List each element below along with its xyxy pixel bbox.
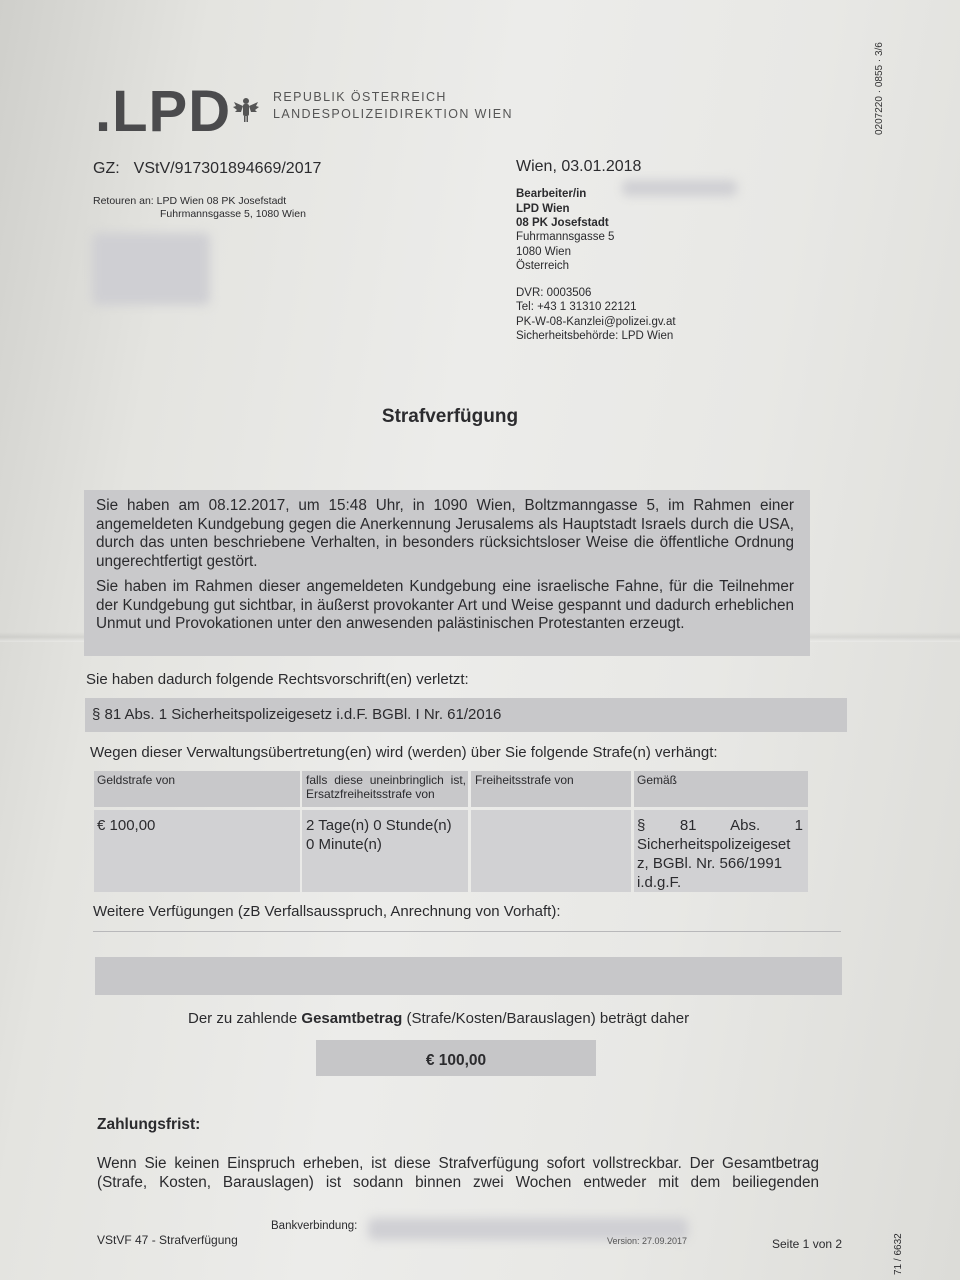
basis-line-4: i.d.g.F. bbox=[637, 874, 682, 891]
sender-email: PK-W-08-Kanzlei@polizei.gv.at bbox=[516, 316, 676, 328]
letter-date: Wien, 03.01.2018 bbox=[516, 158, 642, 175]
facts-paragraph-1: Sie haben am 08.12.2017, um 15:48 Uhr, in 1090 Wien, Boltzmanngasse 5, im Rahmen einer angemeldeten Kundgebung gegen die Anerkennung Jerusalems als Hauptstadt Israels durch die USA, durch das unten beschriebene Verhalten, in besonders rücksichtsloser Weise die öffentliche Ordnung ungerechtfertigt gestört. bbox=[96, 497, 794, 570]
sender-org: LPD Wien bbox=[516, 203, 570, 215]
basis-line-3: z, BGBl. Nr. 566/1991 bbox=[637, 855, 783, 872]
facts-paragraph-2: Sie haben im Rahmen dieser angemeldeten Kundgebung eine israelische Fahne, für die Teilnehmer der Kundgebung gut sichtbar, in äußerst provokanter Art und Weise gespannt und dadurch erheblichen Unmut und Provokationen unter den anwesenden palästinischen Protestanten erzeugt. bbox=[96, 578, 794, 632]
header-substitute: falls diese uneinbringlich ist, Ersatzfreiheitsstrafe von bbox=[306, 773, 466, 801]
violation-label: Sie haben dadurch folgende Rechtsvorschrift(en) verletzt: bbox=[86, 671, 469, 688]
basis-line-1: § 81 Abs. 1 bbox=[637, 817, 803, 834]
sender-tel: Tel: +43 1 31310 22121 bbox=[516, 301, 637, 313]
total-prefix: Der zu zahlende bbox=[188, 1010, 302, 1027]
further-orders-box bbox=[95, 957, 842, 995]
sender-dvr: DVR: 0003506 bbox=[516, 287, 592, 299]
total-sentence bbox=[188, 1010, 689, 1027]
lpd-logo: .LPD bbox=[95, 79, 232, 144]
substitute-line-2: 0 Minute(n) bbox=[306, 836, 382, 853]
further-orders-label: Weitere Verfügungen (zB Verfallsausspruch, Anrechnung von Vorhaft): bbox=[93, 903, 561, 920]
payment-deadline-label: Zahlungsfrist: bbox=[97, 1116, 201, 1133]
sender-authority: Sicherheitsbehörde: LPD Wien bbox=[516, 330, 674, 342]
document-title: Strafverfügung bbox=[381, 406, 519, 427]
gz-label: GZ: bbox=[93, 160, 120, 177]
form-id: VStVF 47 - Strafverfügung bbox=[97, 1233, 238, 1247]
bank-label: Bankverbindung: bbox=[271, 1220, 358, 1232]
payment-text-line-1: Wenn Sie keinen Einspruch erheben, ist diese Strafverfügung sofort vollstreckbar. Der Gesamtbetrag bbox=[97, 1155, 819, 1172]
bearbeiter-label: Bearbeiter/in bbox=[516, 188, 587, 200]
fine-amount: € 100,00 bbox=[97, 817, 156, 834]
violated-law: § 81 Abs. 1 Sicherheitspolizeigesetz i.d.F. BGBl. I Nr. 61/2016 bbox=[92, 706, 502, 723]
total-suffix: (Strafe/Kosten/Barauslagen) beträgt daher bbox=[402, 1010, 690, 1027]
table-cell bbox=[471, 810, 631, 892]
header-basis: Gemäß bbox=[637, 773, 678, 787]
total-amount: € 100,00 bbox=[425, 1052, 487, 1069]
basis-line-2: Sicherheitspolizeigeset bbox=[637, 836, 791, 853]
authority-line-1: REPUBLIK ÖSTERREICH bbox=[273, 90, 447, 104]
substitute-line-1: 2 Tage(n) 0 Stunde(n) bbox=[306, 817, 452, 834]
header-fine: Geldstrafe von bbox=[97, 773, 176, 787]
penalty-intro: Wegen dieser Verwaltungsübertretung(en) wird (werden) über Sie folgende Strafe(n) verhängt: bbox=[90, 744, 718, 761]
page-number: Seite 1 von 2 bbox=[772, 1237, 843, 1251]
sender-country: Österreich bbox=[516, 260, 570, 272]
authority-line-2: LANDESPOLIZEIDIREKTION WIEN bbox=[273, 107, 513, 121]
redacted-recipient-address bbox=[92, 233, 210, 305]
return-address-line-1: Retouren an: LPD Wien 08 PK Josefstadt bbox=[93, 195, 287, 207]
redacted-officer-name bbox=[622, 180, 737, 196]
total-label: Gesamtbetrag bbox=[301, 1010, 403, 1027]
austrian-eagle-icon bbox=[232, 95, 260, 125]
sender-city: 1080 Wien bbox=[516, 246, 571, 258]
case-number bbox=[93, 160, 321, 178]
side-code: 71 / 6632 bbox=[893, 1233, 904, 1275]
form-version: Version: 27.09.2017 bbox=[607, 1236, 688, 1246]
return-address-line-2: Fuhrmannsgasse 5, 1080 Wien bbox=[160, 208, 306, 220]
side-reference: 0207220 · 0855 · 3/6 bbox=[874, 42, 885, 135]
sender-street: Fuhrmannsgasse 5 bbox=[516, 231, 615, 243]
header-custodial: Freiheitsstrafe von bbox=[475, 773, 574, 787]
payment-text-line-2: (Strafe, Kosten, Barauslagen) ist sodann binnen zwei Wochen entweder mit dem beiliegenden bbox=[97, 1174, 819, 1191]
gz-value: VStV/917301894669/2017 bbox=[133, 160, 322, 177]
sender-unit: 08 PK Josefstadt bbox=[516, 217, 609, 229]
divider bbox=[93, 931, 841, 932]
